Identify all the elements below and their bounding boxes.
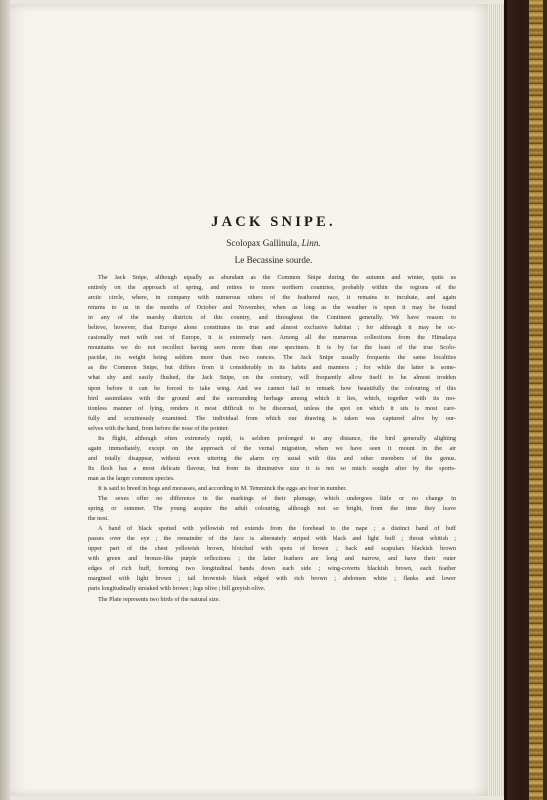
paragraph bbox=[88, 595, 456, 605]
french-name: Le Becassine sourde. bbox=[234, 255, 313, 265]
text-line: edges of rich buff, forming two longitudinal bands down each side ; wing-coverts blackish brown, each feather bbox=[88, 565, 456, 573]
text-line: spring or summer. The young acquire the adult colouring, although not so bright, from the time they leave bbox=[88, 505, 456, 513]
scientific-name: Scolopax Gallinula, bbox=[226, 238, 300, 248]
paragraph bbox=[88, 434, 456, 484]
text-line: upon before it can be forced to take wing. And we cannot fail to remark how beautifully the colouring of this bbox=[88, 384, 456, 392]
gilt-border-ornament bbox=[529, 0, 543, 800]
text-line: tionless manner of lying, renders it most difficult to be discerned, unless the spot on which it sits is most care- bbox=[88, 404, 456, 412]
text-line: It is said to breed in bogs and morasses, and according to M. Temminck the eggs are four in number. bbox=[98, 484, 347, 492]
text-line: passes over the eye ; the remainder of the face is alternately striped with black and light buff ; throat whitish ; bbox=[88, 535, 456, 543]
text-line: bird assimilates with the ground and the surrounding herbage among which it lies, which, together with its mo- bbox=[88, 394, 456, 402]
paragraph bbox=[88, 524, 456, 594]
cover-edge bbox=[504, 0, 507, 800]
text-line: what shy and easily flushed, the Jack Snipe, on the contrary, will frequently allow itself to be almost trodden bbox=[88, 374, 456, 382]
text-line: with green and bronze-like purple reflections ; the latter feathers are long and narrow, and have their outer bbox=[88, 555, 456, 563]
page-title: JACK SNIPE. bbox=[211, 214, 336, 230]
text-line: fully and scrutinously examined. The individual from which our drawing is taken was captured alive by our- bbox=[88, 414, 456, 422]
text-line: The sexes offer no difference in the markings of their plumage, which undergoes little or no change in bbox=[98, 495, 456, 503]
text-line: entirely on the approach of spring, and retires to more northern countries, probably within the regions of the bbox=[88, 284, 456, 292]
scientific-authority: Linn. bbox=[301, 238, 321, 248]
gutter-shadow bbox=[0, 0, 10, 800]
text-line: pacidæ, its weight being seldom more than two ounces. The Jack Snipe usually frequents the same localities bbox=[88, 354, 456, 362]
scientific-name-line bbox=[0, 238, 547, 248]
text-line: Its flesh has a most delicate flavour, but from its diminutive size it is not so much sought after by the sports- bbox=[88, 464, 456, 472]
text-line: margined with light brown ; tail brownish black edged with rich brown ; abdomen white ; flanks and lower bbox=[88, 575, 456, 583]
text-line: and totally disappear, without even uttering the alarm cry usual with this and other members of the genus. bbox=[88, 454, 456, 462]
text-line: Its flight, although often extremely rapid, is seldom prolonged to any distance, the bird generally alighting bbox=[98, 434, 456, 442]
text-line: The Plate represents two birds of the natural size. bbox=[98, 595, 221, 603]
text-line: selves with the hand, from before the nose of the pointer. bbox=[88, 424, 229, 432]
page-edges bbox=[488, 4, 504, 796]
text-line: the nest. bbox=[88, 515, 109, 523]
text-line: mountains we do not recollect having seen more than one specimen. It is by far the least of the true Scolo- bbox=[88, 344, 456, 352]
text-line: casionally met with out of Europe, it is extremely rare. Among all the numerous collections from the Himalaya bbox=[88, 334, 456, 342]
text-line: returns to us in the months of October and November, when as long as the weather is open it may be found bbox=[88, 304, 456, 312]
paragraph bbox=[88, 494, 456, 524]
text-line: parts longitudinally streaked with brown ; legs olive ; bill greyish olive. bbox=[88, 585, 266, 593]
text-line: again immediately, except on the approach of the vernal migration, when we have seen it mount in the air bbox=[88, 444, 456, 452]
text-line: A band of black spotted with yellowish red extends from the forehead to the nape ; a distinct band of buff bbox=[98, 525, 456, 533]
body-text bbox=[88, 273, 456, 605]
text-line: man as the larger common species. bbox=[88, 474, 175, 482]
text-line: The Jack Snipe, although equally as abundant as the Common Snipe during the autumn and winter, quits us bbox=[98, 274, 456, 281]
text-line: in any of the marshy districts of this country, and throughout the Continent generally. We have reason to bbox=[88, 314, 456, 322]
text-line: upper part of the chest yellowish brown, blotched with spots of brown ; back and scapulars blackish brown bbox=[88, 545, 456, 553]
text-line: arctic circle, where, in company with numerous others of the feathered race, it remains to incubate, and again bbox=[88, 294, 456, 302]
paragraph bbox=[88, 484, 456, 494]
text-line: believe, however, that Europe alone constitutes its true and almost exclusive habitat ; for although it may be oc- bbox=[88, 324, 456, 332]
text-line: as the Common Snipe, but differs from it considerably in its habits and manners ; for while the latter is some- bbox=[88, 364, 456, 372]
paragraph bbox=[88, 273, 456, 434]
